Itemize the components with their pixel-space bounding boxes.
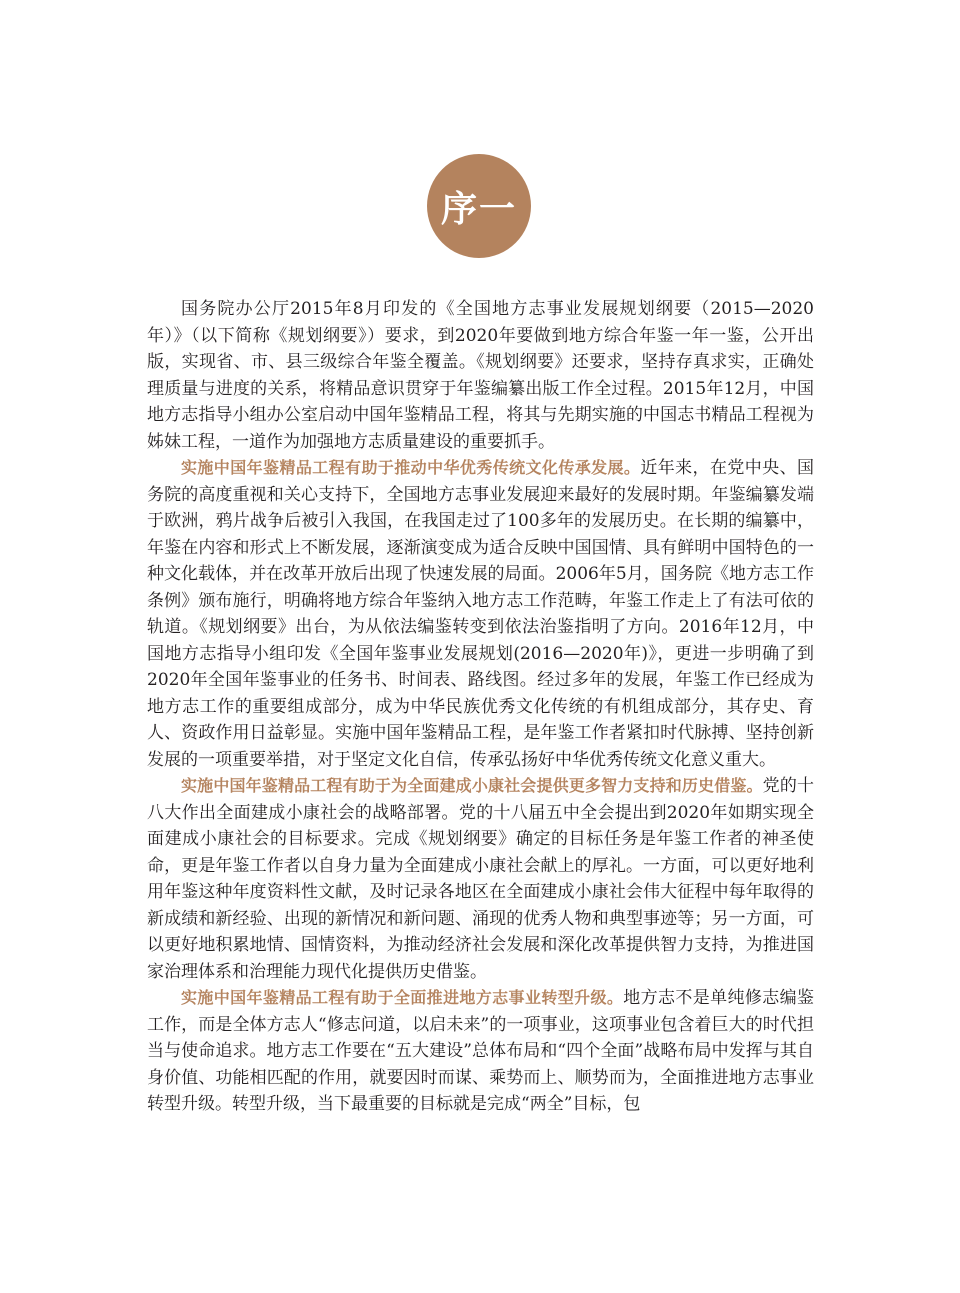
paragraph-1-text: 国务院办公厅2015年8月印发的《全国地方志事业发展规划纲要（2015—2020年）》（以下简称《规划纲要》）要求，到2020年要做到地方综合年鉴一年一鉴，公开出版，实现省、市、县三级综合年鉴全覆盖。《规划纲要》还要求，坚持存真求实，正确处理质量与进度的关系，将精品意识贯穿于年鉴编纂出版工作全过程。2015年12月，中国地方志指导小组办公室启动中国年鉴精品工程，将其与先期实施的中国志书精品工程视为姊妹工程，一道作为加强地方志质量建设的重要抓手。 — [147, 299, 814, 452]
paragraph-3-text: 党的十八大作出全面建成小康社会的战略部署。党的十八届五中全会提出到2020年如期实现全面建成小康社会的目标要求。完成《规划纲要》确定的目标任务是年鉴工作者的神圣使命，更是年鉴工作者以自身力量为全面建成小康社会献上的厚礼。一方面，可以更好地利用年鉴这种年度资料性文献，及时记录各地区在全面建成小康社会伟大征程中每年取得的新成绩和新经验、出现的新情况和新问题、涌现的优秀人物和典型事迹等；另一方面，可以更好地积累地情、国情资料，为推动经济社会发展和深化改革提供智力支持，为推进国家治理体系和治理能力现代化提供历史借鉴。 — [147, 776, 814, 982]
paragraph-1 — [147, 296, 814, 455]
paragraph-4 — [147, 985, 814, 1118]
title-badge — [427, 154, 531, 258]
paragraph-2-lead: 实施中国年鉴精品工程有助于推动中华优秀传统文化传承发展。 — [181, 458, 641, 477]
body-text — [147, 296, 814, 1118]
paragraph-3 — [147, 773, 814, 985]
page-title: 序一 — [440, 187, 517, 230]
paragraph-3-lead: 实施中国年鉴精品工程有助于为全面建成小康社会提供更多智力支持和历史借鉴。 — [181, 776, 763, 795]
paragraph-4-text: 地方志不是单纯修志编鉴工作，而是全体方志人“修志问道，以启未来”的一项事业，这项事业包含着巨大的时代担当与使命追求。地方志工作要在“五大建设”总体布局和“四个全面”战略布局中发挥与其自身价值、功能相匹配的作用，就要因时而谋、乘势而上、顺势而为，全面推进地方志事业转型升级。转型升级，当下最重要的目标就是完成“两全”目标，包 — [147, 988, 814, 1114]
paragraph-2-text: 近年来，在党中央、国务院的高度重视和关心支持下，全国地方志事业发展迎来最好的发展时期。年鉴编纂发端于欧洲，鸦片战争后被引入我国，在我国走过了100多年的发展历史。在长期的编纂中，年鉴在内容和形式上不断发展，逐渐演变成为适合反映中国国情、具有鲜明中国特色的一种文化载体，并在改革开放后出现了快速发展的局面。2006年5月，国务院《地方志工作条例》颁布施行，明确将地方综合年鉴纳入地方志工作范畴，年鉴工作走上了有法可依的轨道。《规划纲要》出台，为从依法编鉴转变到依法治鉴指明了方向。2016年12月，中国地方志指导小组印发《全国年鉴事业发展规划(2016—2020年)》，更进一步明确了到2020年全国年鉴事业的任务书、时间表、路线图。经过多年的发展，年鉴工作已经成为地方志工作的重要组成部分，成为中华民族优秀文化传统的有机组成部分，其存史、育人、资政作用日益彰显。实施中国年鉴精品工程，是年鉴工作者紧扣时代脉搏、坚持创新发展的一项重要举措，对于坚定文化自信，传承弘扬好中华优秀传统文化意义重大。 — [147, 458, 814, 770]
paragraph-4-lead: 实施中国年鉴精品工程有助于全面推进地方志事业转型升级。 — [181, 988, 624, 1007]
paragraph-2 — [147, 455, 814, 773]
